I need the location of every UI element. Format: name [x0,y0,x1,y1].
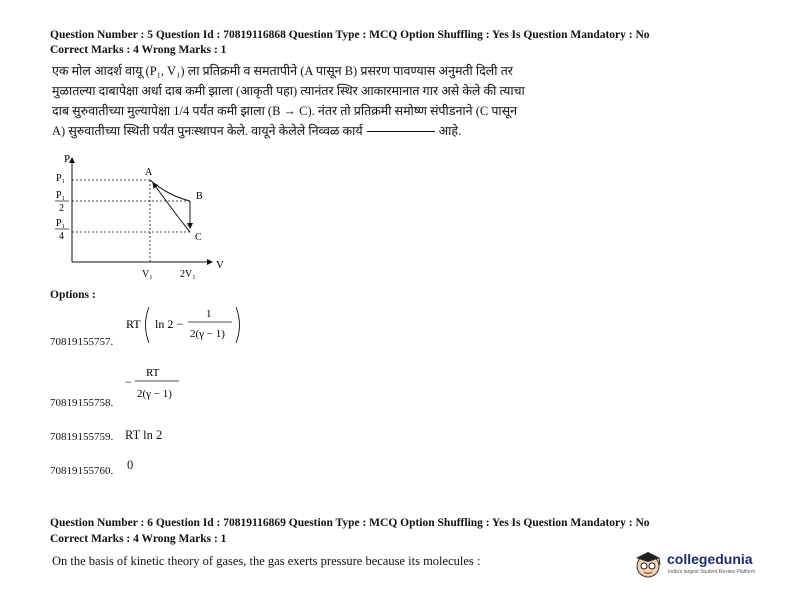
q5-text-line4-end: आहे. [438,124,462,138]
option-2-formula[interactable] [124,363,204,407]
option-3-id: 70819155759. [50,431,114,443]
y-tick-p1-half-den: 2 [59,203,64,214]
y-axis-label: P [64,153,71,165]
option-1-num: 1 [206,308,212,320]
q5-header-line2: Correct Marks : 4 Wrong Marks : 1 [50,44,227,56]
option-1-rt: RT [126,317,141,331]
y-tick-p1: P₁ [56,173,66,184]
collegedunia-logo [632,548,762,580]
q5-text-line2: मुळातल्या दाबापेक्षा अर्धा दाब कमी झाला (आकृती पहा) त्यानंतर स्थिर आकारमानात गार असे केले की त्याचा [52,84,525,98]
logo-wordmark: collegedunia [667,551,753,567]
point-b-label: B [196,191,203,202]
mascot-icon [632,548,664,580]
point-a-label: A [145,167,153,178]
option-1-formula[interactable] [124,301,284,349]
x-axis-label: V [216,259,224,271]
q5-text-line4 [52,122,461,139]
q5-header-line1: Question Number : 5 Question Id : 70819116868 Question Type : MCQ Option Shuffling : Yes Is Question Mandatory : No [50,29,650,41]
x-tick-v1: V₁ [142,269,153,280]
option-1-id: 70819155757. [50,336,114,348]
option-2-sign: − [125,375,132,389]
q6-header-line2: Correct Marks : 4 Wrong Marks : 1 [50,533,227,545]
option-1-ln2: ln 2 − [155,317,184,331]
logo-tagline: India's largest Student Review Platform [668,569,756,575]
option-2-id: 70819155758. [50,397,114,409]
adiabat-ca [153,183,190,232]
option-2-den: 2(γ − 1) [137,388,172,400]
option-4-id: 70819155760. [50,465,114,477]
q5-text-line1: एक मोल आदर्श वायू (P₁, V₁) ला प्रतिक्रमी व समतापीने (A पासून B) प्रसरण पावण्यास अनुमती दिली तर [52,64,513,78]
q5-text-line4-start: A) सुरुवातीच्या स्थिती पर्यंत पुनःस्थापन केले. वायूने केलेले निव्वळ कार्य [52,124,363,138]
y-tick-p1-quarter-num: P₁ [56,218,66,229]
y-tick-p1-half-num: P₁ [56,190,66,201]
isotherm-ab [150,180,190,201]
answer-blank [367,131,435,132]
options-label: Options : [50,289,96,301]
q6-text: On the basis of kinetic theory of gases, the gas exerts pressure because its molecules : [52,554,481,568]
option-2-num: RT [146,367,160,379]
point-c-label: C [195,232,202,243]
y-tick-p1-quarter-den: 4 [59,231,64,242]
q6-header-line1: Question Number : 6 Question Id : 70819116869 Question Type : MCQ Option Shuffling : Yes Is Question Mandatory : No [50,517,650,529]
pv-diagram [50,150,250,285]
option-4-value[interactable]: 0 [127,458,134,472]
x-tick-2v1: 2V₁ [180,269,196,280]
q5-text-line3: दाब सुरुवातीच्या मुल्यापेक्षा 1/4 पर्यंत कमी झाला (B → C). नंतर तो प्रतिक्रमी समोष्ण संपीडनाने (C पासून [52,104,518,118]
option-1-den: 2(γ − 1) [190,328,225,340]
option-3-value[interactable]: RT ln 2 [125,428,163,442]
